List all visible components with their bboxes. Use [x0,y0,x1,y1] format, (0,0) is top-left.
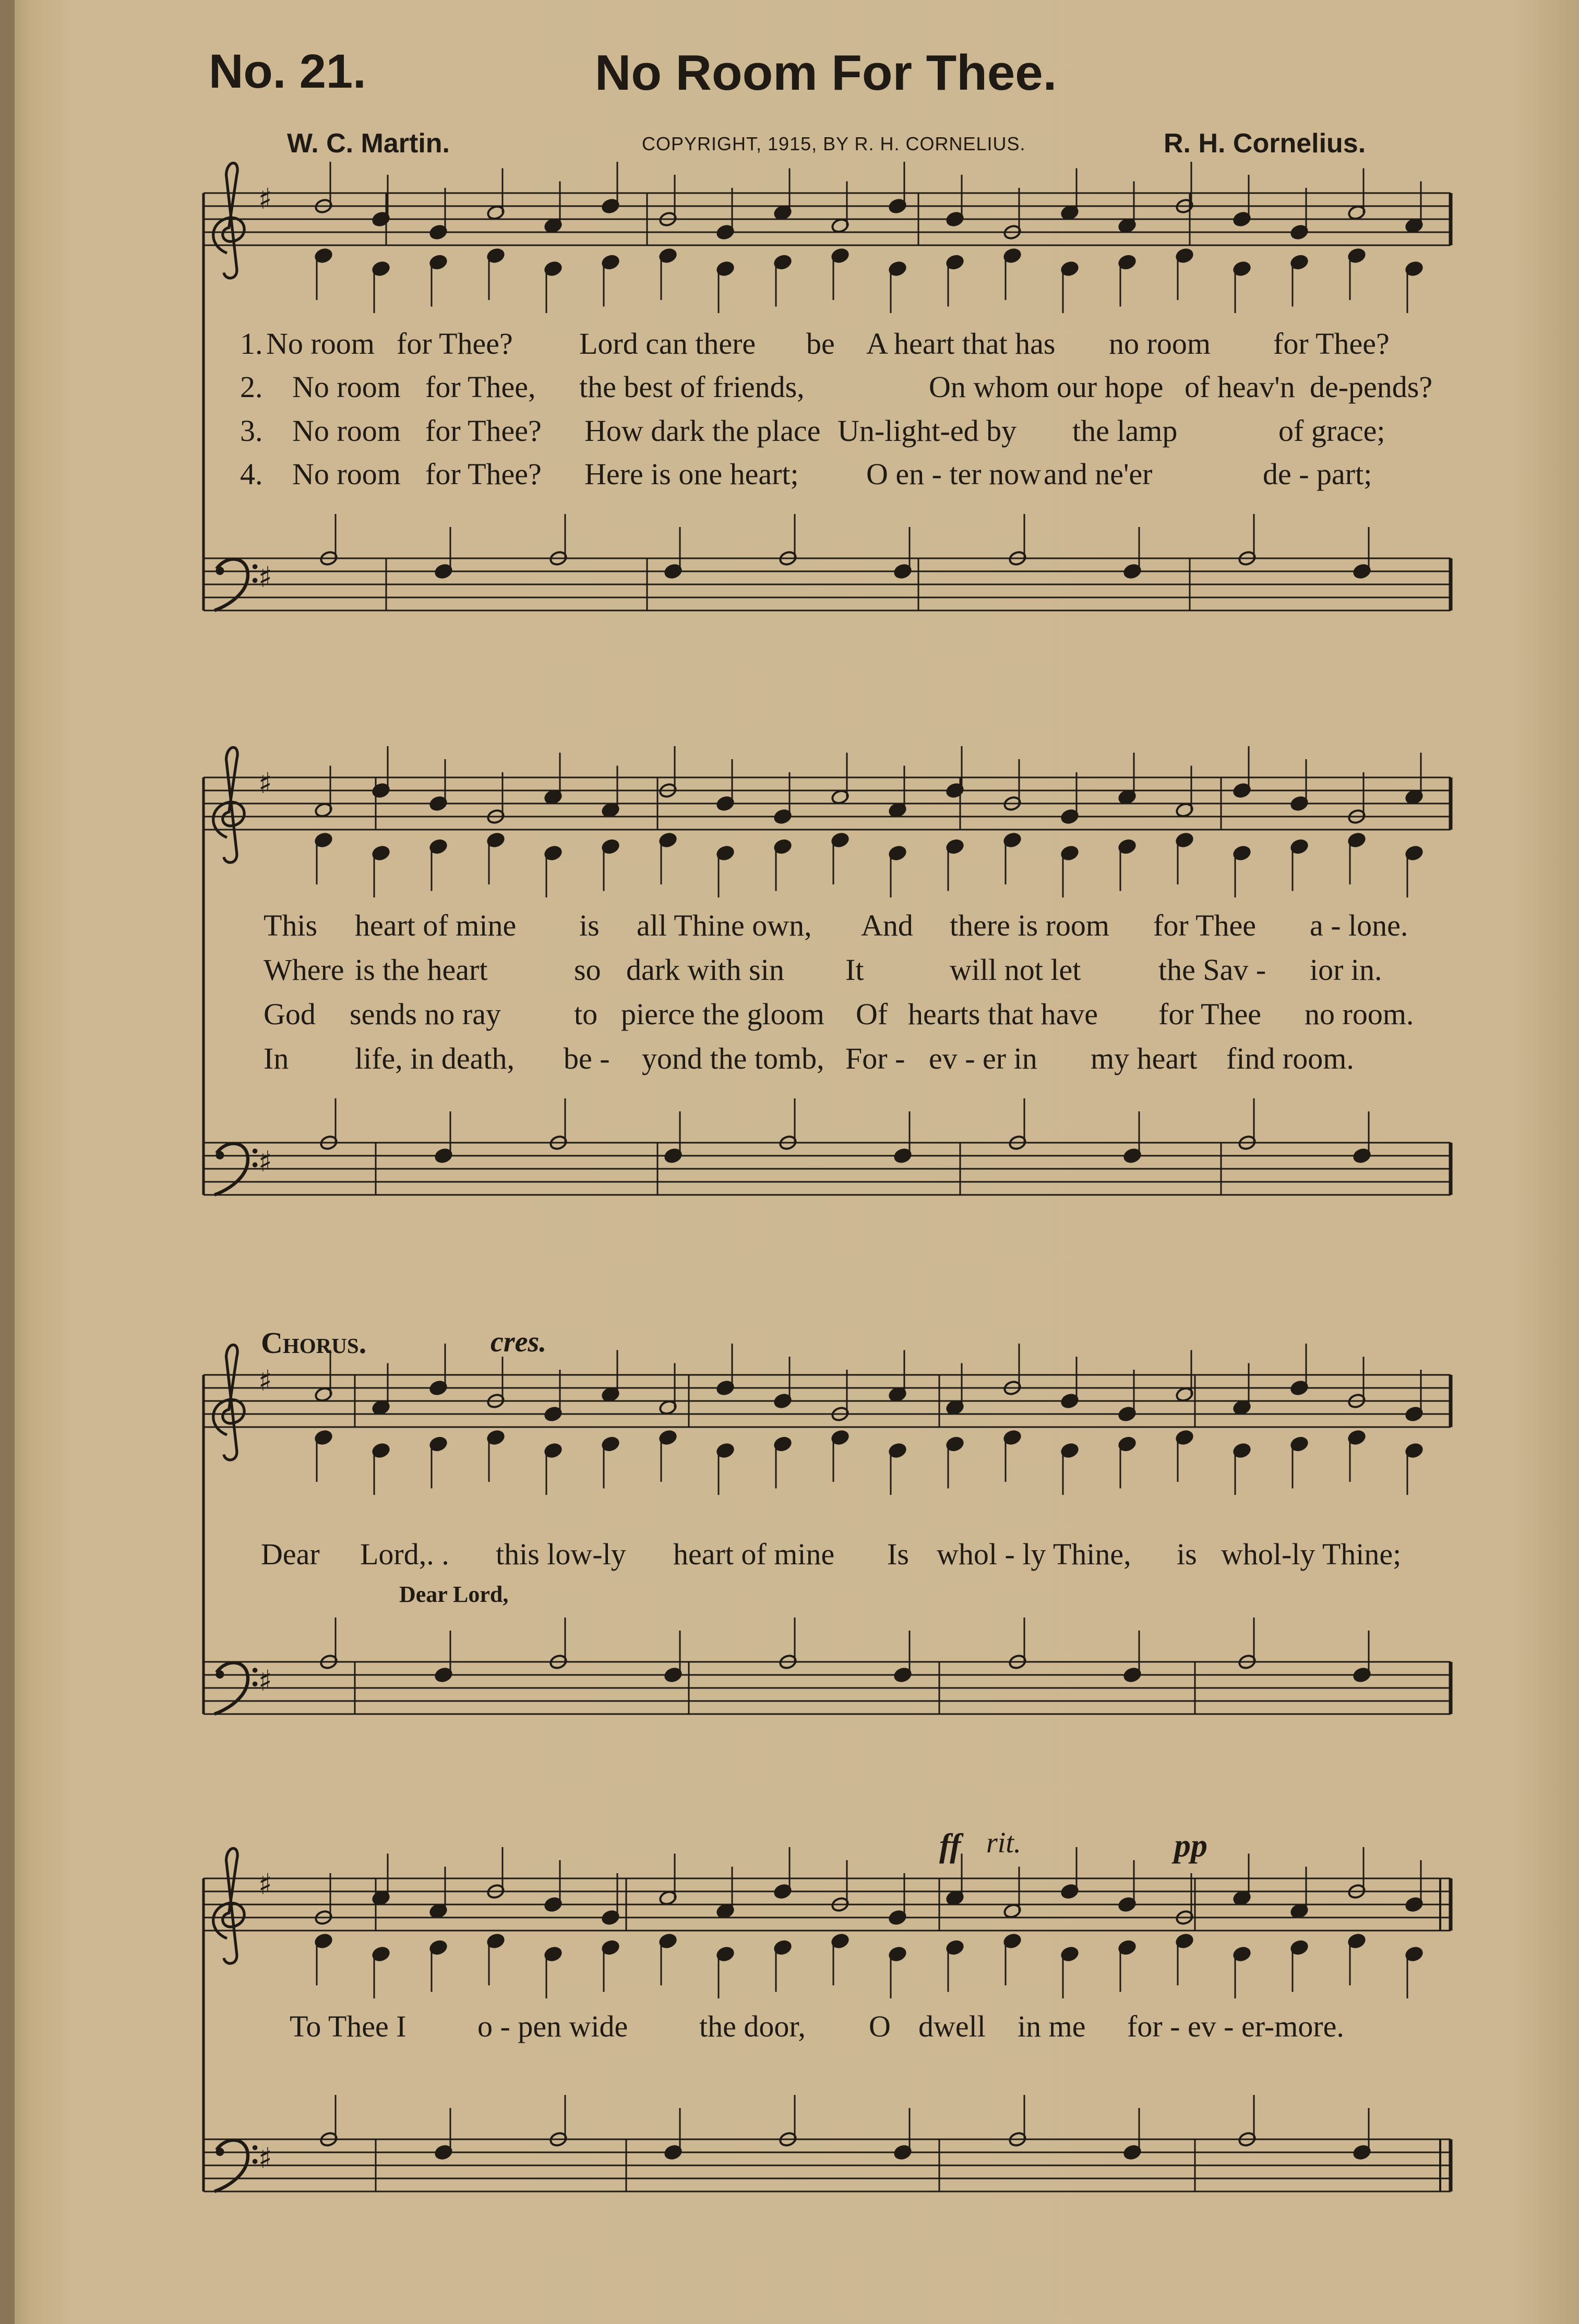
hymn-title: No Room For Thee. [595,45,1057,101]
verse-number: 2. [240,370,263,404]
lyric-word: for Thee [1153,908,1256,942]
lyric-word: of grace; [1278,414,1385,448]
lyric-word: How dark the place [584,414,821,448]
lyric-word: o - pen wide [477,2009,628,2043]
verse-number: 3. [240,414,263,448]
lyric-word: hearts that have [908,997,1098,1031]
lyric-word: be - [564,1041,610,1075]
svg-text:♯: ♯ [258,1364,272,1397]
lyric-word: dwell [918,2009,986,2043]
lyric-word: so [574,953,601,987]
lyric-word: It [845,953,864,987]
lyric-word: Here is one heart; [584,457,799,491]
hymn-number: No. 21. [209,45,366,98]
lyric-word: No room [292,414,401,448]
tempo-rit: rit. [986,1827,1021,1859]
lyric-word: to [574,997,598,1031]
verse-3-line-b [0,997,1579,1033]
svg-text:♯: ♯ [258,1145,272,1178]
lyric-word: the door, [699,2009,806,2043]
chorus-label: Chorus. [261,1326,367,1360]
lyric-word: for Thee? [1273,327,1390,361]
lyric-word: Lord,. . [360,1537,449,1571]
lyric-word: de-pends? [1310,370,1433,404]
lyric-word: Lord can there [579,327,756,361]
lyric-word: the best of friends, [579,370,805,404]
lyric-word: ior in. [1310,953,1382,987]
dynamic-pp: pp [1174,1827,1207,1864]
svg-text:♯: ♯ [258,2141,272,2175]
lyric-word: Where [264,953,344,987]
lyric-word: dark with sin [626,953,784,987]
svg-text:♯: ♯ [258,1664,272,1697]
lyric-word: pierce the gloom [621,997,824,1031]
chorus-line-1 [0,1537,1579,1573]
lyric-word: a - lone. [1310,908,1408,942]
lyric-word: This [264,908,318,942]
lyric-word: ev - er in [929,1041,1037,1075]
lyric-word: Un-light-ed by [838,414,1017,448]
copyright-notice: COPYRIGHT, 1915, BY R. H. CORNELIUS. [642,133,1026,154]
lyric-word: the lamp [1072,414,1178,448]
lyric-word: is [1177,1537,1197,1571]
lyric-word: On whom our hope [929,370,1164,404]
lyric-word: O [869,2009,891,2043]
lyric-word: the Sav - [1158,953,1266,987]
lyric-word: my heart [1091,1041,1198,1075]
lyric-word: heart of mine [355,908,517,942]
lyric-word: for - ev - er-more. [1127,2009,1344,2043]
verse-2-line-b [0,952,1579,989]
verse-4-line-a [0,457,1579,493]
lyric-word: No room [292,457,401,491]
lyric-word: this low-ly [496,1537,626,1571]
svg-text:♯: ♯ [258,766,272,800]
lyric-word: for Thee, [425,370,536,404]
lyric-word: And [861,908,913,942]
lyric-word: Is [887,1537,909,1571]
lyric-word: is [579,908,600,942]
lyric-word: No room [292,370,401,404]
lyric-word: of heav'n [1185,370,1295,404]
lyric-word: whol - ly Thine, [937,1537,1131,1571]
lyric-word: for Thee? [425,457,542,491]
lyric-word: no room [1109,327,1211,361]
lyric-word: for Thee [1158,997,1261,1031]
dynamic-ff: ff [939,1827,961,1864]
verse-number: 4. [240,457,263,491]
verse-3-line-a [0,413,1579,450]
lyric-word: there is room [950,908,1110,942]
lyric-word: God [264,997,316,1031]
lyric-word: for Thee? [397,327,513,361]
lyric-word: be [806,327,835,361]
lyric-word: O en - ter now [866,457,1042,491]
lyric-word: No room [266,327,375,361]
lyric-word: Of [856,997,888,1031]
lyric-word: is the heart [355,953,488,987]
chorus-line-2 [0,2009,1579,2045]
lyric-word: and ne'er [1044,457,1153,491]
lyric-word: find room. [1226,1041,1354,1075]
lyric-word: heart of mine [673,1537,835,1571]
alto-echo-lyric: Dear Lord, [399,1582,509,1607]
lyric-word: in me [1018,2009,1086,2043]
lyric-word: will not let [950,953,1081,987]
svg-text:♯: ♯ [258,182,272,215]
dynamic-cres: cres. [491,1326,547,1358]
lyric-word: no room. [1305,997,1414,1031]
verse-4-line-b [0,1041,1579,1077]
lyric-word: A heart that has [866,327,1056,361]
lyric-word: yond the tomb, [642,1041,824,1075]
verse-2-line-a [0,369,1579,406]
verse-number: 1. [240,327,263,361]
verse-1-line-b [0,908,1579,944]
verse-1-line-a [0,326,1579,363]
lyric-word: life, in death, [355,1041,515,1075]
lyric-word: To Thee I [290,2009,406,2043]
lyric-word: In [264,1041,289,1075]
lyric-word: sends no ray [350,997,501,1031]
lyric-word: Dear [261,1537,320,1571]
lyric-word: For - [845,1041,905,1075]
svg-text:♯: ♯ [258,560,272,594]
lyric-word: for Thee? [425,414,542,448]
lyric-word: whol-ly Thine; [1221,1537,1402,1571]
lyric-word: all Thine own, [637,908,812,942]
svg-text:♯: ♯ [258,1867,272,1901]
composer: R. H. Cornelius. [1164,128,1366,159]
lyric-word: de - part; [1263,457,1372,491]
lyricist: W. C. Martin. [287,128,450,159]
